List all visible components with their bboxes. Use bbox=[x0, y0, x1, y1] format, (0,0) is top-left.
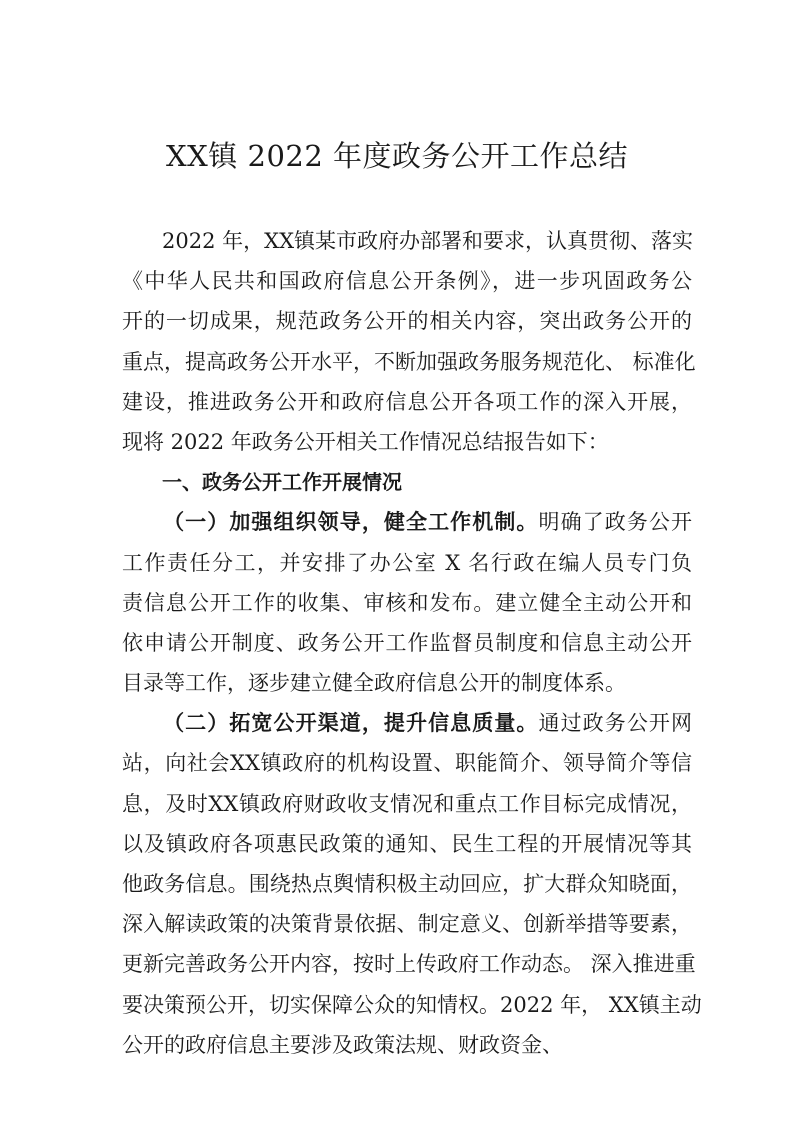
section-heading bbox=[122, 462, 692, 502]
line-text: 一、政务公开工作开展情况 bbox=[162, 470, 402, 495]
paragraph-line bbox=[122, 864, 692, 904]
paragraph-line bbox=[122, 824, 692, 864]
paragraph-line bbox=[122, 342, 696, 382]
line-text: 站，向社会XX镇政府的机构设置、职能简介、领导简介等信 bbox=[122, 751, 692, 776]
paragraph-line bbox=[122, 422, 692, 462]
subsection-lead: （二）拓宽公开渠道，提升信息质量。 bbox=[162, 710, 539, 736]
line-text: 明确了政务公开 bbox=[538, 510, 692, 535]
line-text: 更新完善政务公开内容，按时上传政府工作动态。 深入推进重 bbox=[122, 952, 696, 977]
line-text: 2022 年，XX镇某市政府办部署和要求，认真贯彻、落实 bbox=[162, 229, 694, 253]
line-text: 以及镇政府各项惠民政策的通知、民生工程的开展情况等其 bbox=[122, 831, 692, 856]
paragraph-line bbox=[122, 382, 692, 422]
line-text: 依申请公开制度、政务公开工作监督员制度和信息主动公开 bbox=[122, 630, 692, 655]
paragraph-line bbox=[122, 904, 692, 944]
paragraph-line bbox=[122, 221, 692, 261]
paragraph-line bbox=[122, 1025, 692, 1065]
line-text: 工作责任分工，并安排了办公室 X 名行政在编人员专门负 bbox=[122, 550, 692, 575]
line-text: 《中华人民共和国政府信息公开条例》，进一步巩固政务公 bbox=[122, 269, 692, 294]
paragraph-line bbox=[122, 944, 696, 984]
paragraph-line bbox=[122, 543, 692, 583]
line-text: 要决策预公开，切实保障公众的知情权。2022 年， XX镇主动 bbox=[122, 992, 702, 1017]
paragraph-line bbox=[122, 301, 692, 341]
document-body bbox=[122, 221, 702, 1065]
paragraph-line bbox=[122, 743, 692, 783]
line-text: 现将 2022 年政务公开相关工作情况总结报告如下： bbox=[122, 429, 609, 454]
paragraph-line bbox=[122, 502, 692, 542]
line-text: 目录等工作，逐步建立健全政府信息公开的制度体系。 bbox=[122, 671, 626, 696]
paragraph-line bbox=[122, 784, 692, 824]
document-title: XX镇 2022 年度政务公开工作总结 bbox=[165, 139, 629, 173]
line-text: 重点，提高政务公开水平，不断加强政务服务规范化、 标准化 bbox=[122, 349, 696, 374]
line-text: 公开的政府信息主要涉及政策法规、财政资金、 bbox=[122, 1032, 563, 1057]
line-text: 开的一切成果，规范政务公开的相关内容，突出政务公开的 bbox=[122, 309, 692, 334]
subsection-lead: （一）加强组织领导，健全工作机制。 bbox=[162, 509, 539, 535]
line-text: 责信息公开工作的收集、审核和发布。建立健全主动公开和 bbox=[122, 590, 692, 615]
paragraph-line bbox=[122, 985, 702, 1025]
line-text: 深入解读政策的决策背景依据、制定意义、创新举措等要素， bbox=[122, 912, 692, 937]
paragraph-line bbox=[122, 261, 692, 301]
paragraph-line bbox=[122, 623, 692, 663]
line-text: 通过政务公开网 bbox=[538, 711, 692, 736]
line-text: 建设，推进政务公开和政府信息公开各项工作的深入开展， bbox=[122, 389, 692, 414]
line-text: 他政务信息。围绕热点舆情积极主动回应，扩大群众知晓面， bbox=[122, 872, 692, 896]
paragraph-line bbox=[122, 663, 692, 703]
paragraph-line bbox=[122, 583, 692, 623]
line-text: 息，及时XX镇政府财政收支情况和重点工作目标完成情况， bbox=[122, 791, 692, 816]
paragraph-line bbox=[122, 703, 692, 743]
